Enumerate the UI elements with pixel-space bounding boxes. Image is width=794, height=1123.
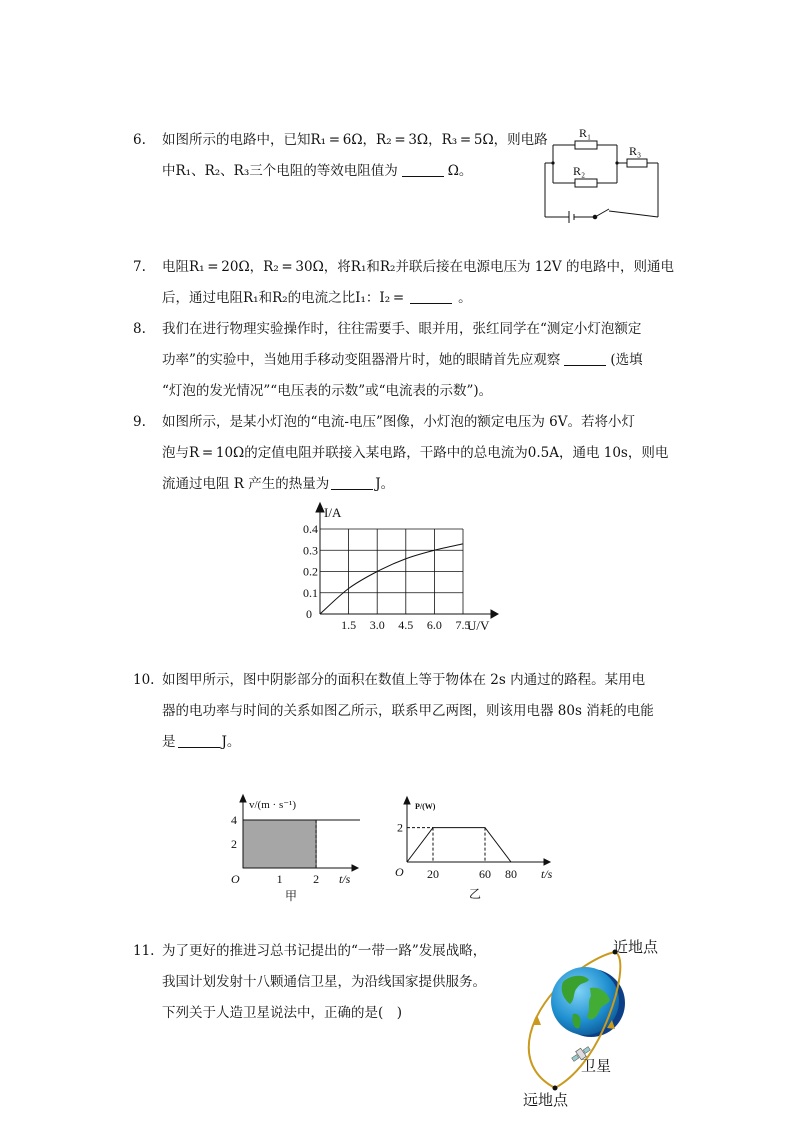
- answer-blank[interactable]: [331, 475, 373, 490]
- question-number: 9.: [133, 414, 146, 430]
- question-line: J。: [221, 734, 241, 750]
- answer-blank[interactable]: [402, 162, 444, 177]
- y-axis-arrow: [240, 795, 246, 802]
- question-line: “灯泡的发光情况”“电压表的示数”或“电流表的示数”)。: [162, 383, 493, 399]
- question-number: 7.: [133, 259, 146, 275]
- shaded-area: [243, 820, 316, 868]
- chart-title: 乙: [469, 887, 482, 901]
- resistor-r2: [575, 179, 597, 187]
- satellite-orbit-figure: [515, 930, 670, 1110]
- x-axis-arrow: [352, 865, 358, 871]
- question-number: 11.: [133, 943, 155, 959]
- perigee-label: 近地点: [613, 940, 659, 956]
- resistor-r1: [575, 141, 597, 149]
- y-tick-label: 2: [397, 820, 403, 835]
- x-tick-label: 1: [276, 872, 283, 886]
- label-r2: R₂: [573, 164, 586, 178]
- question-line: 流通过电阻 R 产生的热量为: [162, 476, 330, 492]
- junction-dot: [615, 161, 618, 164]
- power-line: [407, 828, 511, 862]
- iu-chart: [295, 500, 505, 635]
- y-axis-label: I/A: [324, 505, 342, 520]
- question-line: 下列关于人造卫星说法中，正确的是( ): [162, 1005, 403, 1021]
- x-tick-label: 60: [479, 867, 491, 881]
- y-tick-label: 0.4: [303, 522, 318, 536]
- x-tick-label: 1.5: [341, 618, 357, 632]
- x-tick-label: 7.5: [455, 618, 471, 632]
- x-tick-label: 80: [505, 867, 517, 881]
- question-line: 是: [162, 734, 176, 750]
- question-line: 如图所示的电路中，已知R₁ = 6Ω，R₂ = 3Ω，R₃ = 5Ω，则电路: [162, 132, 548, 148]
- x-tick-label: 6.0: [426, 618, 442, 632]
- x-tick-label: 4.5: [398, 618, 414, 632]
- y-tick-label: 0.2: [303, 564, 318, 579]
- label-r3: R₃: [629, 144, 642, 158]
- apogee-label: 远地点: [523, 1093, 569, 1109]
- y-axis-arrow: [316, 503, 324, 512]
- x-axis-arrow: [491, 610, 498, 618]
- x-axis-label: t/s: [541, 867, 553, 881]
- x-axis-arrow: [544, 859, 550, 865]
- question-line: J。: [375, 476, 395, 492]
- question-line: 器的电功率与时间的关系如图乙所示，联系甲乙两图，则该用电器 80s 消耗的电能: [162, 703, 654, 719]
- origin-label: O: [395, 865, 404, 879]
- x-tick-label: 3.0: [369, 618, 385, 632]
- question-line: 我国计划发射十八颗通信卫星，为沿线国家提供服务。: [162, 974, 486, 990]
- question-line: (选填: [610, 352, 643, 368]
- question-line: Ω。: [447, 163, 473, 179]
- question-line: 电阻R₁ = 20Ω，R₂ = 30Ω，将R₁和R₂并联后接在电源电压为 12V 的电路中，则通电: [162, 259, 674, 275]
- y-axis-label: v/(m · s⁻¹): [249, 799, 296, 811]
- question-number: 6.: [133, 132, 146, 148]
- resistor-r3: [627, 159, 647, 167]
- vt-chart: [225, 792, 365, 904]
- y-axis-arrow: [404, 797, 410, 804]
- y-tick-label: 0.1: [303, 585, 318, 600]
- question-line: 后，通过电阻R₁和R₂的电流之比I₁：I₂ =: [162, 290, 405, 306]
- y-axis-label: P/(W): [415, 802, 436, 811]
- y-tick-label: 0.3: [303, 543, 318, 558]
- circuit-diagram: [540, 125, 665, 225]
- question-line: 我们在进行物理实验操作时，往往需要手、眼并用，张红同学在“测定小灯泡额定: [162, 321, 642, 337]
- question-line: 。: [458, 290, 472, 306]
- apogee-point: [553, 1086, 558, 1091]
- answer-blank[interactable]: [410, 289, 452, 304]
- iu-curve: [320, 544, 463, 614]
- chart-title: 甲: [285, 889, 298, 903]
- pt-chart: [393, 792, 563, 904]
- y-tick-label: 2: [231, 837, 237, 851]
- origin-label: O: [231, 872, 240, 886]
- question-number: 8.: [133, 321, 146, 337]
- question-line: 如图所示，是某小灯泡的“电流-电压”图像，小灯泡的额定电压为 6V。若将小灯: [162, 414, 635, 430]
- switch-blade: [595, 209, 609, 217]
- answer-blank[interactable]: [178, 733, 220, 748]
- satellite-label: 卫星: [581, 1059, 612, 1075]
- x-tick-label: 2: [313, 872, 320, 886]
- y-tick-label: 4: [231, 813, 237, 827]
- question-line: 如图甲所示，图中阴影部分的面积在数值上等于物体在 2s 内通过的路程。某用电: [162, 672, 646, 688]
- answer-blank[interactable]: [564, 351, 606, 366]
- x-tick-label: 20: [427, 867, 439, 881]
- question-line: 中R₁、R₂、R₃三个电阻的等效电阻值为: [162, 163, 398, 179]
- origin-label: 0: [306, 607, 312, 621]
- question-number: 10.: [133, 672, 155, 688]
- question-line: 为了更好的推进习总书记提出的“一带一路”发展战略，: [162, 943, 487, 959]
- question-line: 功率”的实验中，当她用手移动变阻器滑片时，她的眼睛首先应观察: [162, 352, 561, 368]
- question-line: 泡与R = 10Ω的定值电阻并联接入某电路，干路中的总电流为0.5A，通电 10s，则电: [162, 445, 669, 461]
- x-axis-label: U/V: [467, 618, 490, 633]
- x-axis-label: t/s: [339, 872, 351, 886]
- label-r1: R₁: [579, 126, 592, 140]
- junction-dot: [551, 161, 554, 164]
